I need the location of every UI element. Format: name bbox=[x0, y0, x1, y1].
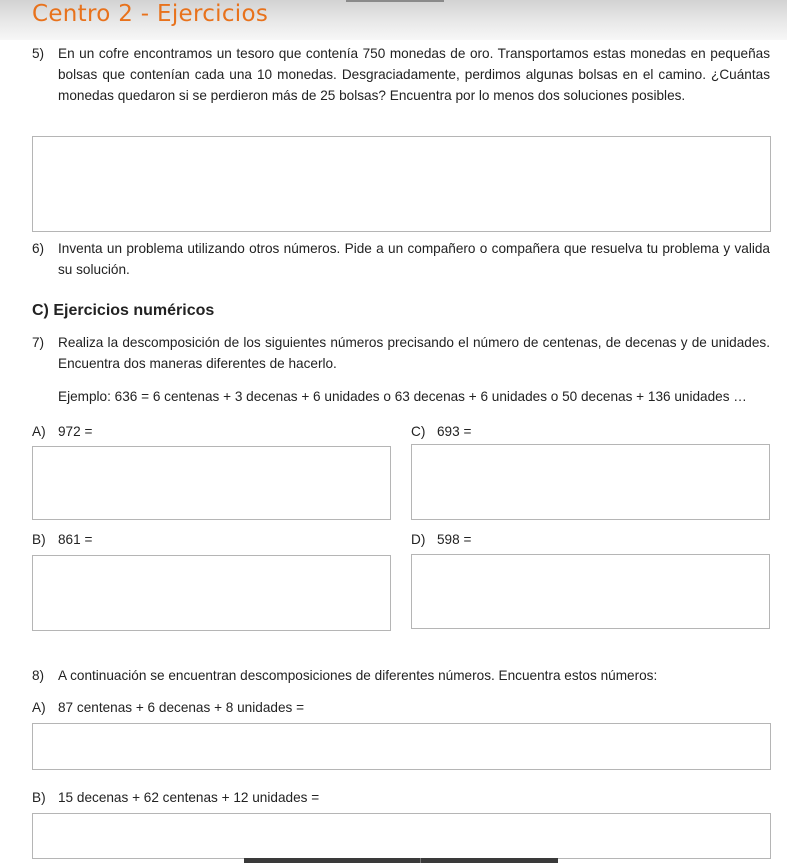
exercise-8b-answer-box[interactable] bbox=[32, 813, 771, 859]
exercise-7d-expression: 598 = bbox=[437, 532, 472, 547]
exercise-7a-expression: 972 = bbox=[58, 424, 93, 439]
page-title: Centro 2 - Ejercicios bbox=[32, 1, 269, 27]
exercise-7d-letter: D) bbox=[411, 532, 426, 547]
top-bar-indicator bbox=[346, 0, 444, 2]
bottom-toolbar bbox=[244, 858, 558, 863]
exercise-7c-answer-box[interactable] bbox=[411, 444, 770, 520]
exercise-7a-answer-box[interactable] bbox=[32, 446, 391, 520]
exercise-8b-expression: 15 decenas + 62 centenas + 12 unidades = bbox=[58, 790, 320, 805]
exercise-8a-expression: 87 centenas + 6 decenas + 8 unidades = bbox=[58, 700, 305, 715]
exercise-8-number: 8) bbox=[32, 668, 45, 683]
exercise-7b-expression: 861 = bbox=[58, 532, 93, 547]
exercise-5-number: 5) bbox=[32, 46, 45, 61]
exercise-6-number: 6) bbox=[32, 241, 45, 256]
exercise-7b-letter: B) bbox=[32, 532, 46, 547]
exercise-7a-letter: A) bbox=[32, 424, 46, 439]
exercise-7-text: Realiza la descomposición de los siguientes números precisando el número de centenas, de decenas y de unidades. Encuentra dos maneras diferentes de hacerlo. bbox=[58, 335, 770, 371]
exercise-7c-expression: 693 = bbox=[437, 424, 472, 439]
exercise-8a-letter: A) bbox=[32, 700, 46, 715]
exercise-7b-answer-box[interactable] bbox=[32, 555, 391, 631]
exercise-5-answer-box[interactable] bbox=[32, 136, 771, 232]
section-c-title: C) Ejercicios numéricos bbox=[32, 302, 215, 319]
exercise-8b-letter: B) bbox=[32, 790, 46, 805]
exercise-5-text: En un cofre encontramos un tesoro que contenía 750 monedas de oro. Transportamos estas monedas en pequeñas bolsas que contenían cada una 10 monedas. Desgraciadamente, perdimos algunas bolsas en el camino. ¿Cuántas monedas quedaron si se perdieron más de 25 bolsas? Encuentra por lo menos dos soluciones posibles. bbox=[58, 46, 770, 103]
top-bar bbox=[0, 0, 787, 40]
exercise-8a-answer-box[interactable] bbox=[32, 723, 771, 770]
exercise-7-example: Ejemplo: 636 = 6 centenas + 3 decenas + 6 unidades o 63 decenas + 6 unidades o 50 decenas + 136 unidades … bbox=[58, 389, 747, 404]
exercise-7d-answer-box[interactable] bbox=[411, 554, 770, 629]
exercise-8-text: A continuación se encuentran descomposiciones de diferentes números. Encuentra estos números: bbox=[58, 668, 658, 683]
exercise-7c-letter: C) bbox=[411, 424, 426, 439]
bottom-toolbar-divider bbox=[420, 858, 421, 863]
exercise-7-number: 7) bbox=[32, 335, 45, 350]
exercise-6-text: Inventa un problema utilizando otros números. Pide a un compañero o compañera que resuelva tu problema y valida su solución. bbox=[58, 241, 770, 277]
